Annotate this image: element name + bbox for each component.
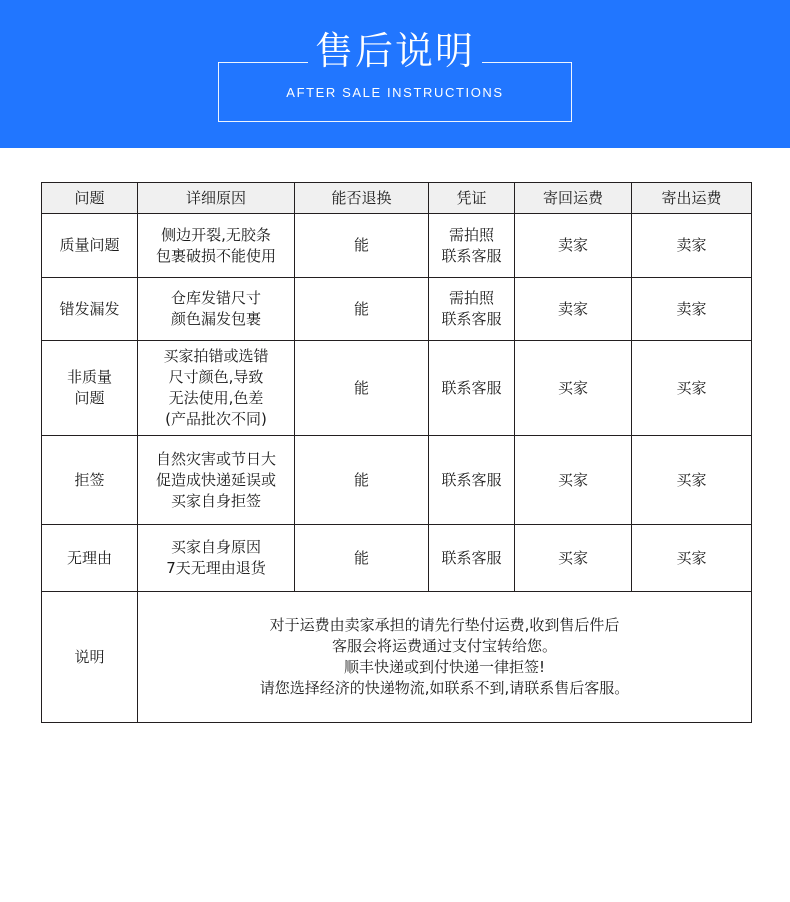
- col-header-reason: 详细原因: [138, 183, 295, 214]
- cell-reason: [138, 341, 295, 436]
- cell-question: 质量问题: [42, 214, 138, 278]
- col-header-proof: 凭证: [429, 183, 515, 214]
- table-note-row: [42, 592, 752, 723]
- cell-returnable: 能: [295, 436, 429, 525]
- reason-line: (产品批次不同): [165, 410, 267, 428]
- cell-returnable: 能: [295, 341, 429, 436]
- col-header-return-freight: 寄回运费: [515, 183, 632, 214]
- cell-returnable: 能: [295, 278, 429, 341]
- proof-line: 需拍照: [448, 225, 494, 244]
- cell-outbound-freight: 卖家: [632, 214, 752, 278]
- banner-subtitle: AFTER SALE INSTRUCTIONS: [286, 85, 504, 100]
- proof-line: 联系客服: [441, 548, 502, 567]
- cell-question: 错发漏发: [42, 278, 138, 341]
- cell-outbound-freight: 买家: [632, 341, 752, 436]
- cell-proof: [429, 278, 515, 341]
- reason-line: 仓库发错尺寸: [170, 289, 261, 307]
- proof-line: 需拍照: [448, 289, 494, 307]
- note-line: 顺丰快递或到付快递一律拒签!: [343, 658, 545, 676]
- table-row: [42, 525, 752, 592]
- cell-question: [42, 341, 138, 436]
- after-sale-policy-table: [41, 182, 752, 723]
- cell-returnable: 能: [295, 214, 429, 278]
- after-sale-table-wrapper: [41, 182, 751, 723]
- cell-proof: [429, 436, 515, 525]
- cell-outbound-freight: 买家: [632, 436, 752, 525]
- col-header-returnable: 能否退换: [295, 183, 429, 214]
- table-header-row: [42, 183, 752, 214]
- cell-proof: [429, 214, 515, 278]
- banner-title: 售后说明: [314, 29, 475, 73]
- reason-line: 侧边开裂,无胶条: [161, 225, 271, 244]
- reason-line: 买家拍错或选错: [163, 347, 269, 365]
- cell-returnable: 能: [295, 525, 429, 592]
- proof-line: 联系客服: [441, 378, 502, 397]
- reason-line: 买家自身原因: [170, 538, 261, 556]
- cell-note-body: [138, 592, 752, 723]
- table-row: [42, 341, 752, 436]
- question-line: 问题: [74, 389, 105, 407]
- cell-reason: [138, 436, 295, 525]
- reason-line: 无法使用,色差: [168, 389, 264, 407]
- cell-note-label: 说明: [42, 592, 138, 723]
- cell-return-freight: 买家: [515, 436, 632, 525]
- cell-proof: [429, 341, 515, 436]
- proof-line: 联系客服: [441, 310, 502, 328]
- table-body: [42, 214, 752, 723]
- cell-return-freight: 买家: [515, 525, 632, 592]
- proof-line: 联系客服: [441, 246, 502, 265]
- question-line: 非质量: [66, 368, 112, 386]
- proof-line: 联系客服: [441, 470, 502, 489]
- table-header: [42, 183, 752, 214]
- cell-question: 无理由: [42, 525, 138, 592]
- cell-outbound-freight: 买家: [632, 525, 752, 592]
- note-line: 客服会将运费通过支付宝转给您。: [331, 637, 557, 655]
- cell-return-freight: 买家: [515, 341, 632, 436]
- table-row: [42, 214, 752, 278]
- reason-line: 尺寸颜色,导致: [168, 368, 264, 386]
- cell-return-freight: 卖家: [515, 214, 632, 278]
- cell-reason: [138, 278, 295, 341]
- reason-line: 买家自身拒签: [170, 491, 261, 510]
- cell-reason: [138, 525, 295, 592]
- col-header-question: 问题: [42, 183, 138, 214]
- after-sale-banner: [0, 0, 790, 148]
- reason-line: 颜色漏发包裹: [170, 310, 261, 328]
- note-line: 请您选择经济的快递物流,如联系不到,请联系售后客服。: [259, 679, 630, 697]
- reason-line: 自然灾害或节日大: [155, 449, 276, 468]
- cell-proof: [429, 525, 515, 592]
- table-row: [42, 436, 752, 525]
- reason-line: 7天无理由退货: [166, 559, 266, 577]
- cell-question: 拒签: [42, 436, 138, 525]
- table-row: [42, 278, 752, 341]
- note-line: 对于运费由卖家承担的请先行垫付运费,收到售后件后: [269, 616, 620, 634]
- cell-reason: [138, 214, 295, 278]
- col-header-outbound-freight: 寄出运费: [632, 183, 752, 214]
- cell-return-freight: 卖家: [515, 278, 632, 341]
- reason-line: 包裹破损不能使用: [155, 246, 276, 265]
- cell-outbound-freight: 卖家: [632, 278, 752, 341]
- reason-line: 促造成快递延误或: [155, 470, 276, 489]
